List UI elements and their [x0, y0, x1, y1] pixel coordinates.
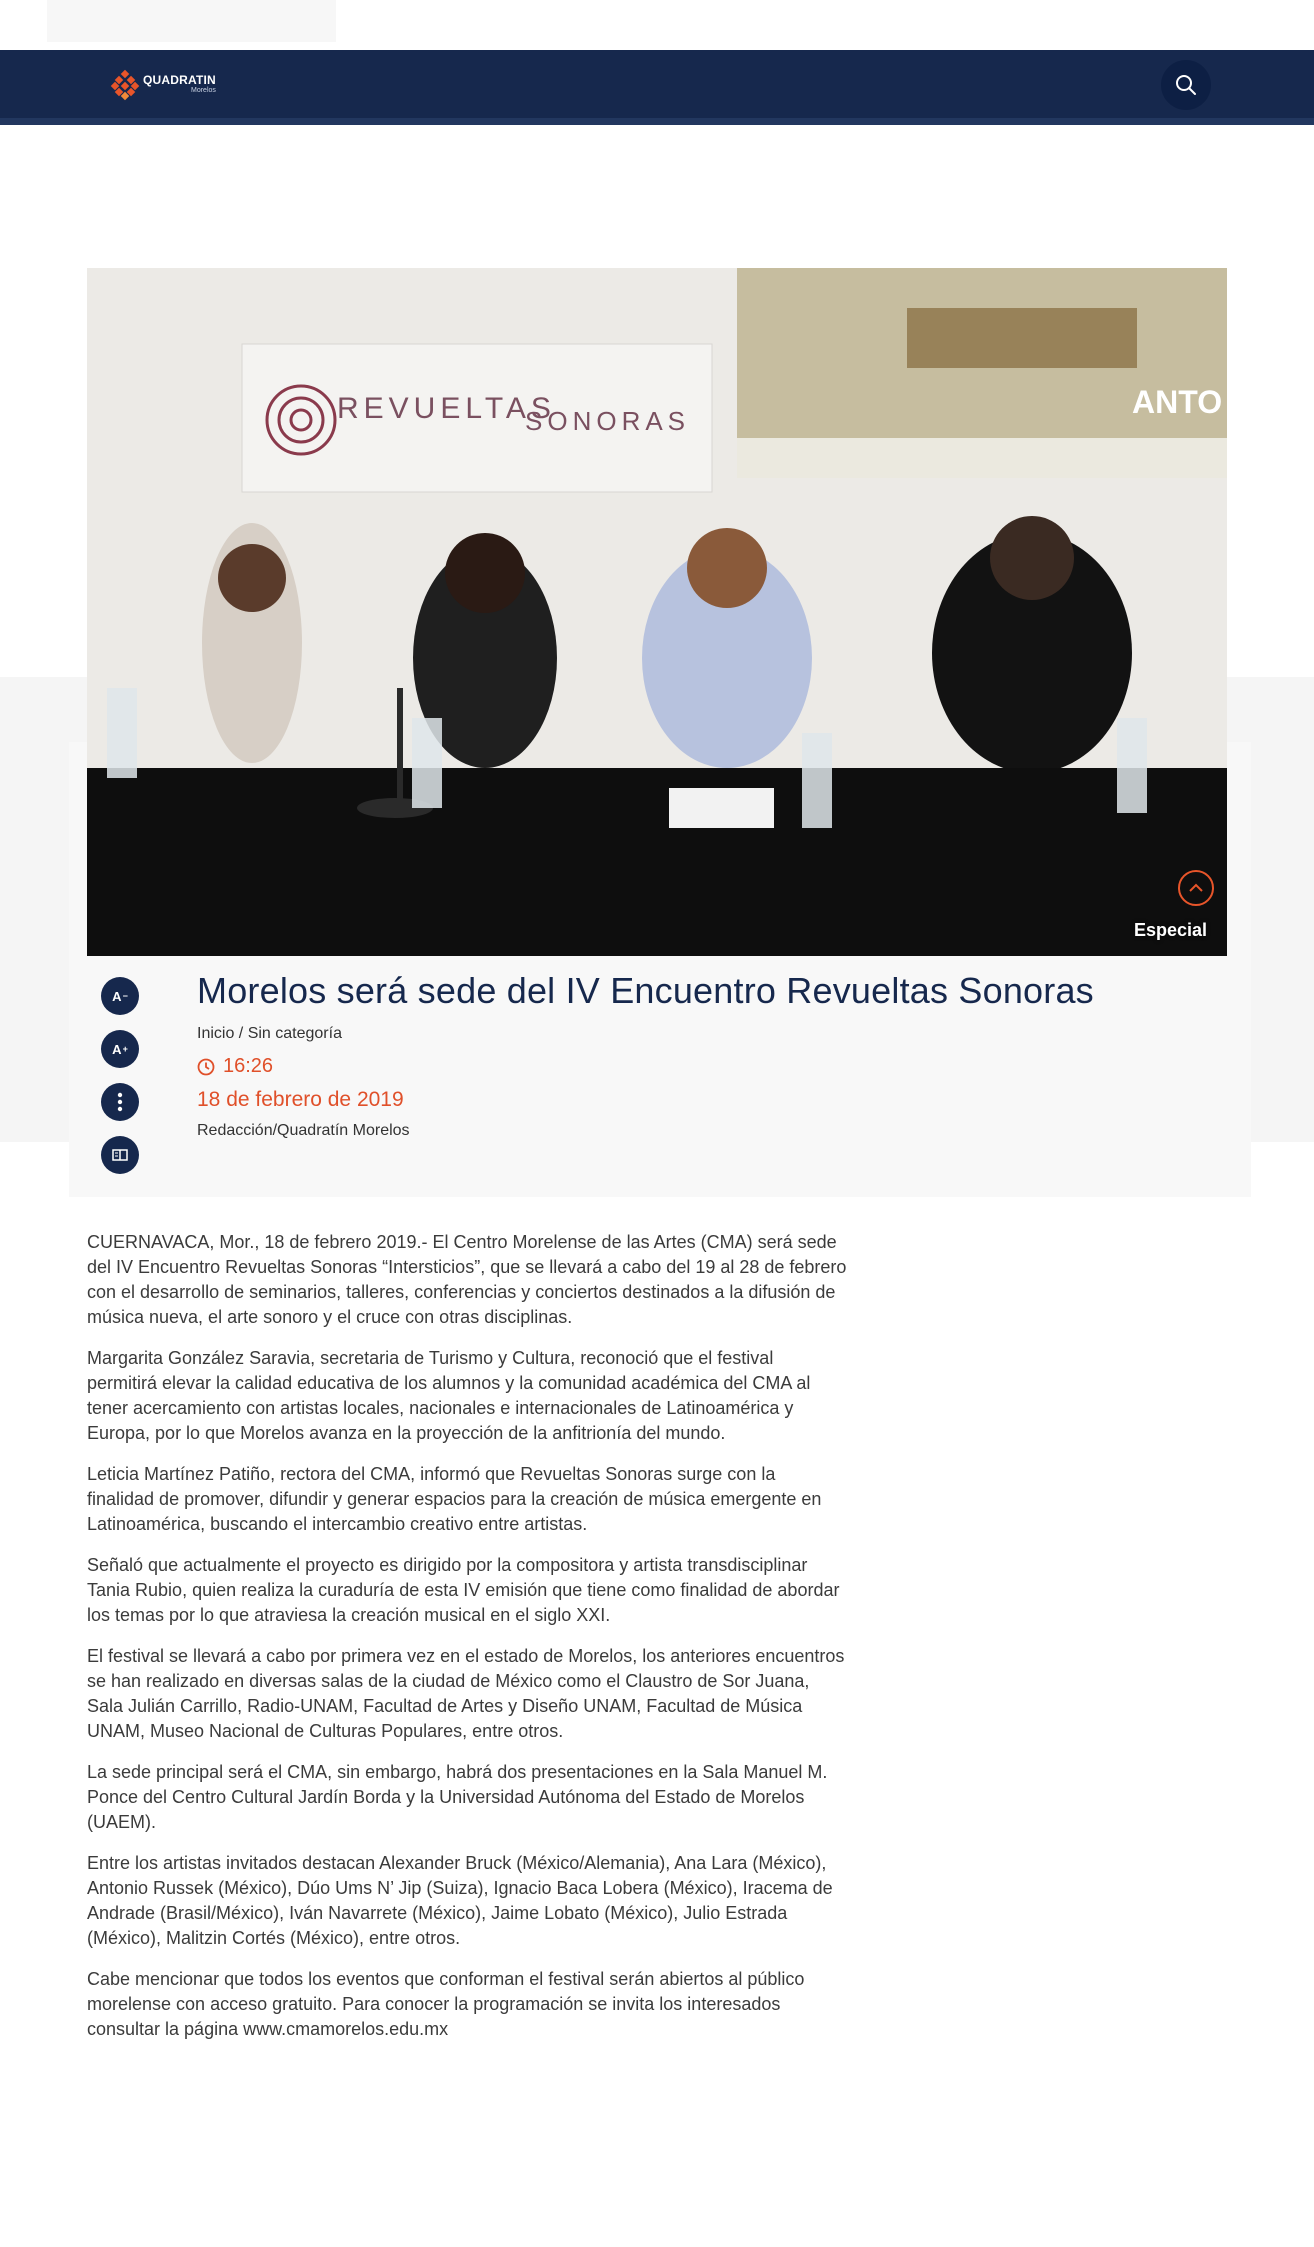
more-vertical-icon — [117, 1092, 123, 1112]
increase-font-label: A — [112, 1041, 122, 1057]
increase-font-button[interactable] — [101, 1030, 139, 1068]
book-icon — [112, 1148, 128, 1162]
decrease-font-button[interactable] — [101, 977, 139, 1015]
site-header — [0, 50, 1314, 125]
publish-date: 18 de febrero de 2019 — [197, 1088, 404, 1111]
publish-time-text: 16:26 — [223, 1055, 274, 1077]
publish-time — [197, 1055, 273, 1078]
hero-image — [87, 268, 1227, 956]
chevron-up-icon — [1188, 883, 1204, 893]
top-ad-slot — [47, 0, 336, 42]
decrease-font-sup: − — [122, 991, 128, 1001]
scroll-up-button[interactable] — [1178, 870, 1214, 906]
article-paragraph: Entre los artistas invitados destacan Alexander Bruck (México/Alemania), Ana Lara (México), Antonio Russek (México), Dúo Ums N’ Jip (Suiza), Ignacio Baca Lobera (México), Iracema de Andrade (Brasil/México), Iván Navarrete (México), Jaime Lobato (México), Julio Estrada (México), Malitzin Cortés (México), entre otros. — [87, 1853, 833, 1948]
increase-font-sup: + — [122, 1044, 128, 1054]
article-paragraph: El festival se llevará a cabo por primera vez en el estado de Morelos, los anteriores encuentros se han realizado en diversas salas de la ciudad de México como el Claustro de Sor Juana, Sala Julián Carrillo, Radio-UNAM, Facultad de Artes y Diseño UNAM, Facultad de Música UNAM, Museo Nacional de Culturas Populares, entre otros. — [87, 1646, 845, 1741]
article-paragraph: CUERNAVACA, Mor., 18 de febrero 2019.- El Centro Morelense de las Artes (CMA) será sede del IV Encuentro Revueltas Sonoras “Intersticios”, que se llevará a cabo del 19 al 28 de febrero con el desarrollo de seminarios, talleres, conferencias y conciertos destinados a la difusión de música nueva, el arte sonoro y el cruce con otras disciplinas. — [87, 1232, 847, 1327]
image-caption: Especial — [1133, 920, 1207, 940]
search-icon — [1175, 74, 1197, 96]
article-body — [87, 1230, 847, 2058]
article-paragraph: Margarita González Saravia, secretaria de Turismo y Cultura, reconoció que el festival permitirá elevar la calidad educativa de los alumnos y la comunidad académica del CMA al tener acercamiento con artistas locales, nacionales e internacionales de Latinoamérica y Europa, por lo que Morelos avanza en la proyección de la anfitrionía del mundo. — [87, 1348, 811, 1443]
banner-text-1: REVUELTAS — [337, 392, 556, 425]
article-paragraph: Cabe mencionar que todos los eventos que conforman el festival serán abiertos al público morelense con acceso gratuito. Para conocer la programación se invita los interesados consultar la página www.cmamorelos.edu.mx — [87, 1969, 805, 2039]
logo-mark-icon — [112, 71, 138, 97]
screen-text: ANTO — [1132, 384, 1223, 420]
clock-icon — [197, 1058, 215, 1076]
article-tools — [101, 977, 139, 1189]
logo-subtitle: Morelos — [191, 87, 216, 94]
article-title: Morelos será sede del IV Encuentro Revueltas Sonoras — [197, 970, 1094, 1011]
article-paragraph: Leticia Martínez Patiño, rectora del CMA, informó que Revueltas Sonoras surge con la finalidad de promover, difundir y generar espacios para la creación de música emergente en Latinoamérica, buscando el intercambio creativo entre artistas. — [87, 1464, 822, 1534]
search-button[interactable] — [1161, 60, 1211, 110]
site-logo[interactable] — [112, 67, 216, 101]
decrease-font-label: A — [112, 988, 122, 1004]
article-paragraph: Señaló que actualmente el proyecto es dirigido por la compositora y artista transdisciplinar Tania Rubio, quien realiza la curaduría de esta IV emisión que tiene como finalidad de abordar los temas por lo que atraviesa la creación musical en el siglo XXI. — [87, 1555, 840, 1625]
banner-text-2: SONORAS — [525, 406, 691, 436]
logo-name: QUADRATIN — [143, 73, 216, 87]
more-options-button[interactable] — [101, 1083, 139, 1121]
breadcrumb[interactable]: Inicio / Sin categoría — [197, 1025, 342, 1042]
author: Redacción/Quadratín Morelos — [197, 1122, 410, 1139]
reader-mode-button[interactable] — [101, 1136, 139, 1174]
article-paragraph: La sede principal será el CMA, sin embargo, habrá dos presentaciones en la Sala Manuel M. Ponce del Centro Cultural Jardín Borda y la Universidad Autónoma del Estado de Morelos (UAEM). — [87, 1762, 828, 1832]
